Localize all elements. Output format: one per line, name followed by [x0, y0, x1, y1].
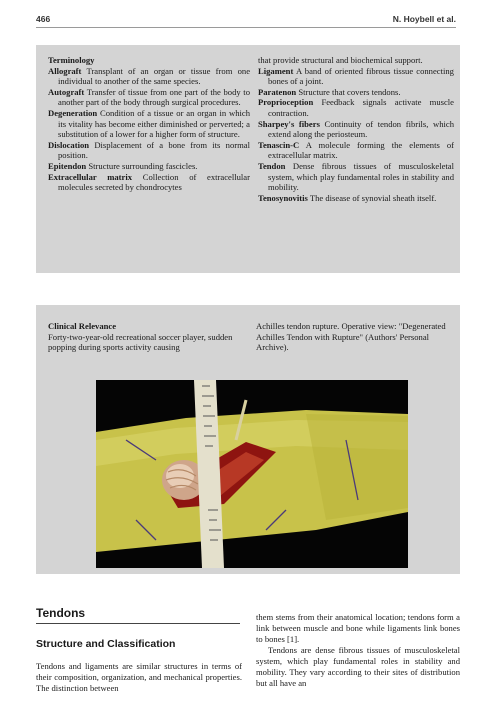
body-paragraph: them stems from their anatomical location; tendons form a link between muscle and bone while ligaments link bones to bones [1]. [256, 612, 460, 644]
glossary-definition: Collection of extracellular molecules secreted by chondrocytes [58, 171, 250, 193]
glossary-entry [48, 108, 250, 140]
glossary-definition: Displacement of a bone from its normal position. [58, 139, 250, 161]
glossary-continuation: that provide structural and biochemical support. [258, 55, 423, 65]
glossary-entry [48, 172, 250, 193]
glossary-term: Extracellular matrix [48, 171, 133, 182]
clinical-right-column [256, 321, 452, 353]
body-paragraph-left: Tendons and ligaments are similar structures in terms of their composition, organization, and mechanical properties. The distinction between [36, 661, 242, 693]
glossary-term: Proprioception [258, 97, 314, 108]
glossary-term: Epitendon [48, 160, 87, 171]
clinical-left-column [48, 321, 248, 353]
glossary-definition: Feedback signals activate muscle contraction. [268, 97, 454, 118]
glossary-entry [258, 193, 454, 204]
glossary-term: Ligament [258, 65, 294, 76]
glossary-term: Sharpey's fibers [258, 118, 320, 129]
clinical-relevance-box [36, 305, 460, 574]
body-paragraph: Tendons are dense fibrous tissues of musculoskeletal system, which play fundamental roles in stability and mobility. They vary according to their sites of distribution but all have an [256, 645, 460, 688]
clinical-text-left: Forty-two-year-old recreational soccer player, sudden popping during sports activity causing [48, 331, 233, 353]
glossary-entry [258, 161, 454, 193]
glossary-definition: Structure that covers tendons. [298, 86, 401, 97]
operative-photo [96, 380, 408, 568]
glossary-entry [258, 87, 454, 98]
header-rule [36, 27, 456, 28]
glossary-term: Autograft [48, 86, 85, 97]
glossary-entry [48, 87, 250, 108]
page-number: 466 [36, 14, 51, 24]
section-rule [36, 623, 240, 624]
glossary-definition: A molecule forming the elements of extracellular matrix. [268, 139, 454, 161]
glossary-definition: A band of oriented fibrous tissue connecting bones of a joint. [268, 65, 454, 87]
glossary-definition: Continuity of tendon fibrils, which extend along the periosteum. [268, 118, 454, 140]
terminology-title: Terminology [48, 55, 95, 65]
glossary-definition: Dense fibrous tissues of musculoskeletal system, which play fundamental roles in stability and mobility. [268, 160, 454, 193]
glossary-term: Paratenon [258, 86, 297, 97]
glossary-term: Tenosynovitis [258, 192, 308, 203]
glossary-entry [258, 97, 454, 118]
glossary-definition: The disease of synovial sheath itself. [309, 192, 437, 203]
clinical-text-right: Achilles tendon rupture. Operative view: "Degenerated Achilles Tendon with Rupture" (Authors' Personal Archive). [256, 321, 446, 353]
glossary-entry [258, 119, 454, 140]
glossary-term: Degeneration [48, 107, 98, 118]
glossary-definition: Transplant of an organ or tissue from one individual to another of the same species. [58, 65, 251, 87]
glossary-definition: Condition of a tissue or an organ in which its vitality has become either diminished or perverted; a substitution of a lower for a higher form of structure. [58, 107, 250, 140]
glossary-entry [48, 161, 250, 172]
glossary-entry [48, 66, 250, 87]
clinical-relevance-title: Clinical Relevance [48, 321, 117, 331]
subsection-title: Structure and Classification [36, 638, 176, 650]
running-header-authors: N. Hoybell et al. [392, 14, 456, 24]
terminology-left-column [48, 55, 250, 193]
glossary-term: Tenascin-C [258, 139, 300, 150]
glossary-term: Allograft [48, 65, 82, 76]
glossary-definition: Transfer of tissue from one part of the body to another part of the body through surgical procedures. [58, 86, 250, 108]
glossary-entry [258, 140, 454, 161]
glossary-entry [48, 140, 250, 161]
terminology-box [36, 45, 460, 273]
glossary-definition: Structure surrounding fascicles. [88, 160, 198, 171]
glossary-term: Tendon [258, 160, 286, 171]
section-title: Tendons [36, 606, 86, 620]
body-column-right [256, 612, 460, 689]
operative-photo-illustration [96, 380, 408, 568]
glossary-term: Dislocation [48, 139, 90, 150]
terminology-right-column [258, 55, 454, 203]
glossary-entry [258, 66, 454, 87]
